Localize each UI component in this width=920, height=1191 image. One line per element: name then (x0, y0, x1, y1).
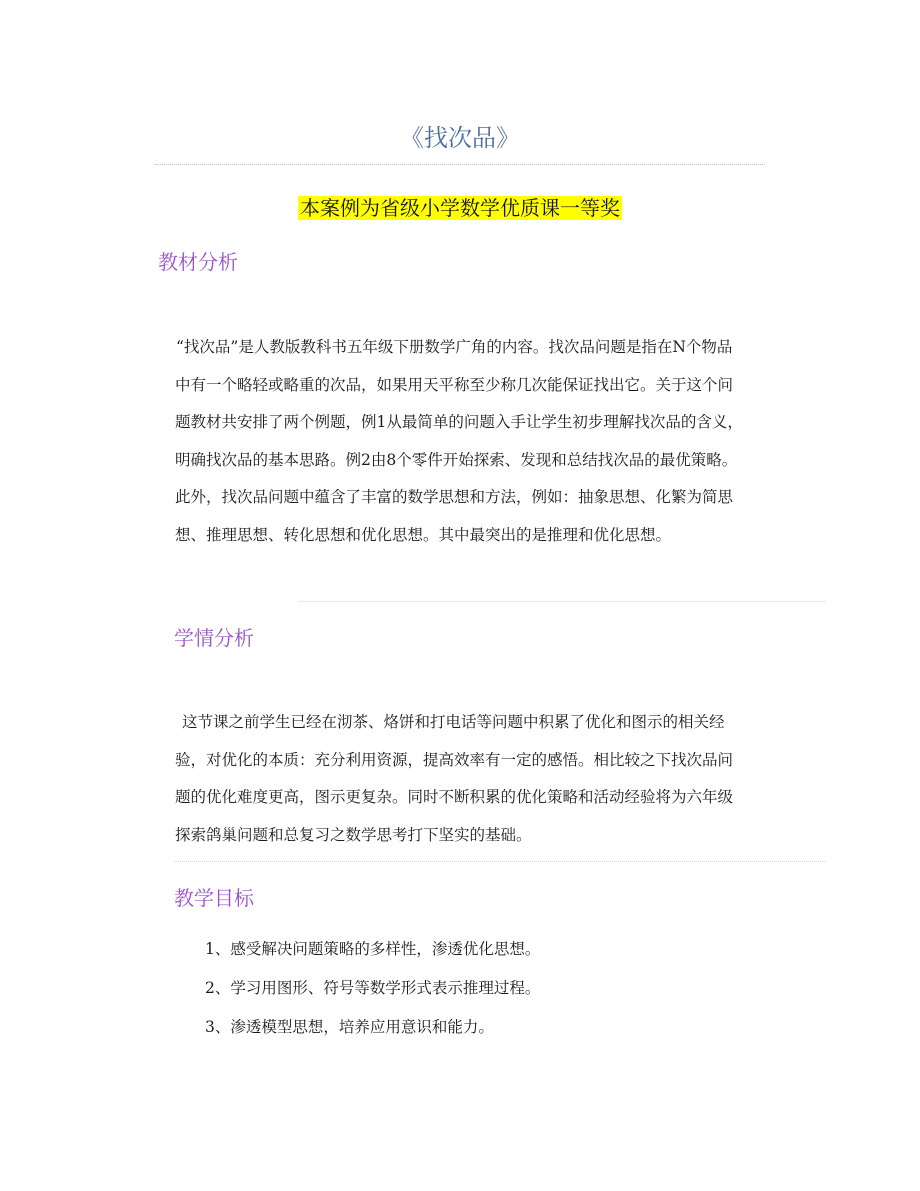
paragraph-material-analysis: “找次品”是人教版教科书五年级下册数学广角的内容。找次品问题是指在N个物品中有一个略轻或略重的次品，如果用天平称至少称几次能保证找出它。关于这个问题教材共安排了两个例题，例1从最简单的问题入手让学生初步理解找次品的含义，明确找次品的基本思路。例2由8个零件开始探索、发现和总结找次品的最优策略。此外，找次品问题中蕴含了丰富的数学思想和方法，例如：抽象思想、化繁为简思想、推理思想、转化思想和优化思想。其中最突出的是推理和优化思想。 (175, 338, 743, 544)
heading-teaching-goals: 教学目标 (174, 886, 254, 910)
section-divider (175, 861, 825, 862)
goal-item-3: 3、渗透模型思想，培养应用意识和能力。 (205, 1018, 494, 1036)
heading-material-analysis: 教材分析 (158, 250, 238, 274)
paragraph-student-analysis: 这节课之前学生已经在沏茶、烙饼和打电话等问题中积累了优化和图示的相关经验，对优化的本质：充分利用资源，提高效率有一定的感悟。相比较之下找次品问题的优化难度更高，图示更复杂。同时不断积累的优化策略和活动经验将为六年级探索鸽巢问题和总复习之数学思考打下坚实的基础。 (175, 713, 734, 844)
award-highlight-text: 本案例为省级小学数学优质课一等奖 (300, 196, 620, 220)
award-banner (0, 192, 920, 221)
goal-item-1: 1、感受解决问题策略的多样性，渗透优化思想。 (205, 940, 541, 958)
document-title: 《找次品》 (400, 124, 520, 152)
goal-item-2: 2、学习用图形、符号等数学形式表示推理过程。 (205, 979, 541, 997)
title-divider (155, 164, 765, 165)
heading-student-analysis: 学情分析 (174, 626, 254, 650)
section-divider (300, 601, 825, 602)
